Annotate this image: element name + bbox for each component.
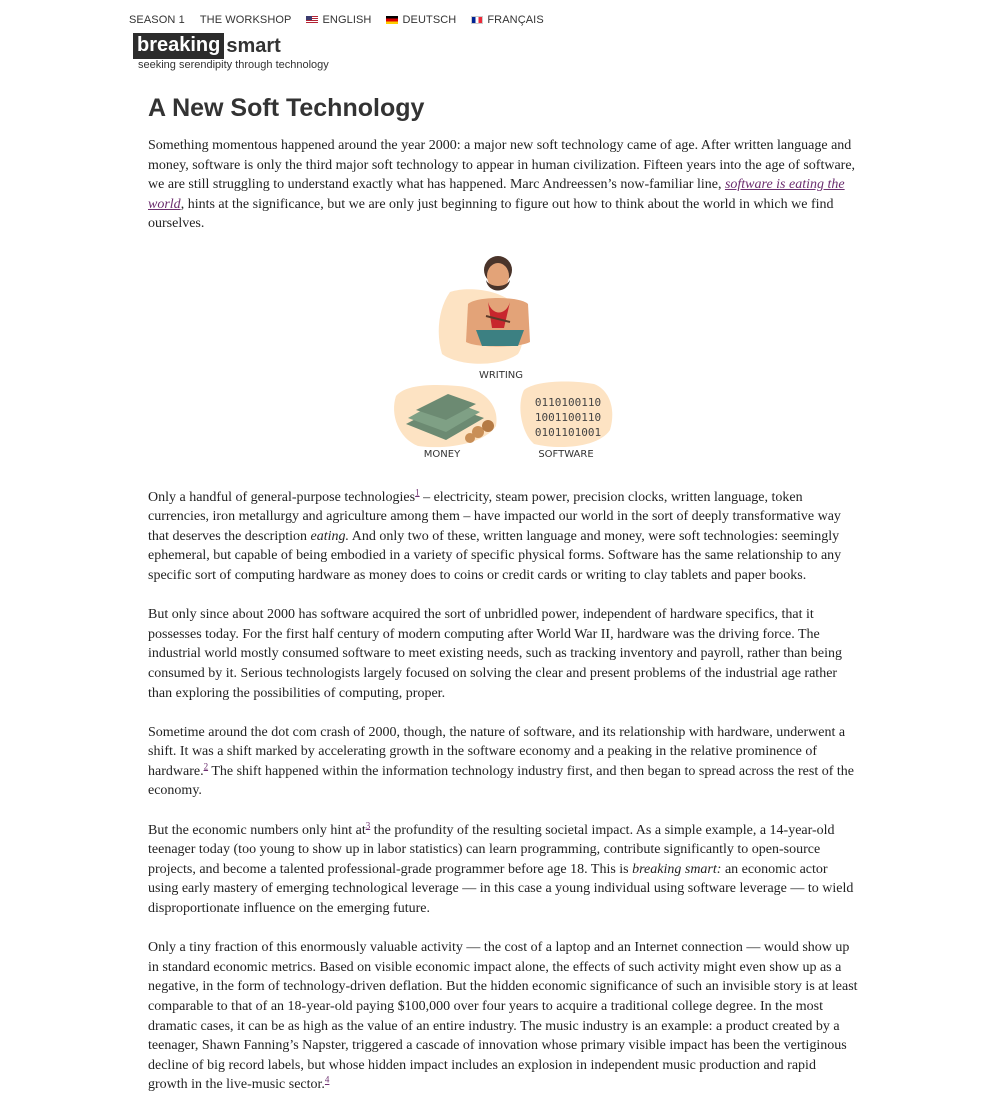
paragraph-5 <box>148 821 858 919</box>
software-figure <box>520 381 612 447</box>
writing-label: WRITING <box>478 369 524 381</box>
paragraph-4 <box>148 723 858 801</box>
de-flag-icon <box>386 16 398 24</box>
binary-row-2: 1001100110 <box>534 410 602 424</box>
nav-the-workshop-label: THE WORKSHOP <box>199 14 292 26</box>
us-flag-icon <box>306 16 318 24</box>
nav-the-workshop[interactable] <box>200 14 292 26</box>
paragraph-5-emphasis: breaking smart: <box>632 861 722 877</box>
nav-deutsch-label: DEUTSCH <box>402 14 457 26</box>
paragraph-1-text-b: , hints at the significance, but we are only just beginning to figure out how to think about the world in which we find ourselves. <box>148 196 834 232</box>
software-eating-world-link[interactable]: software is eating the world <box>148 177 845 212</box>
paragraph-4-text-a: Sometime around the dot com crash of 2000, though, the nature of software, and its relationship with hardware, underwent a shift. It was a shift marked by accelerating growth in the software economy and a peaking in the relative prominence of hardware. <box>148 724 846 779</box>
nav-season-1[interactable] <box>129 14 185 26</box>
footnote-4-link[interactable]: 4 <box>324 1074 330 1085</box>
logo-breaking: breaking <box>133 33 224 59</box>
paragraph-2 <box>148 488 858 586</box>
nav-english[interactable] <box>306 14 371 26</box>
paragraph-5-text-a: But the economic numbers only hint at <box>148 822 366 838</box>
page-title: A New Soft Technology <box>148 94 425 122</box>
footnote-2-link[interactable]: 2 <box>203 761 209 772</box>
paragraph-1-text-a: Something momentous happened around the year 2000: a major new soft technology came of age. After written language and money, software is only the third major soft technology to appear in human civilization. Fifteen years into the age of software, we are still struggling to understand exactly what has happened. Marc Andreessen’s now-familiar line, <box>148 138 856 193</box>
footnote-3-link[interactable]: 3 <box>365 820 371 830</box>
paragraph-6-text: Only a tiny fraction of this enormously valuable activity — the cost of a laptop and an Internet connection — would show up in standard economic metrics. Based on visible economic impact alone, the effects of such activity might even show up as a negative, in the form of technology-driven deflation. But the hidden economic significance of such an invisible story is at least comparable to that of an 18-year-old paying $100,000 over four years to acquire a traditional college degree. In the most dramatic cases, it can be as high as the value of an entire industry. The music industry is an example: a product created by a teenager, Shawn Fanning’s Napster, triggered a cascade of innovation whose primary visible impact has been the vertiginous decline of big record labels, but whose hidden impact includes an explosion in independent music production and rapid growth in the live-music sector. <box>148 940 858 1093</box>
money-figure <box>394 385 497 447</box>
site-tagline: seeking serendipity through technology <box>138 59 329 71</box>
site-logo[interactable] <box>133 33 281 59</box>
paragraph-2-text-b: – electricity, steam power, precision clocks, written language, token currencies, iron metallurgy and agriculture among them – have impacted our world in the sort of deeply transformative way that deserves the description <box>148 489 841 544</box>
nav-season-1-label: SEASON 1 <box>129 14 185 26</box>
paragraph-2-emphasis: eating. <box>310 528 350 544</box>
paragraph-2-text-a: Only a handful of general-purpose technologies <box>148 489 416 505</box>
paragraph-1 <box>148 136 858 234</box>
soft-technologies-illustration <box>388 254 618 466</box>
paragraph-5-text-b: the profundity of the resulting societal impact. As a simple example, a 14-year-old teenager today (too young to show up in labor statistics) can learn programming, contribute significantly to open-source projects, and become a talented professional-grade programmer before age 18. This is <box>148 822 835 877</box>
nav-francais[interactable] <box>471 14 543 26</box>
paragraph-6 <box>148 938 858 1095</box>
paragraph-4-text-b: The shift happened within the information technology industry first, and then began to spread across the rest of the economy. <box>148 763 854 799</box>
paragraph-2-text-c: And only two of these, written language and money, were soft technologies: seemingly ephemeral, but capable of being embodied in a variety of specific physical forms. Software has the same relationship to any specific sort of computing hardware as money does to coins or credit cards or writing to clay tablets and paper books. <box>148 528 842 583</box>
article-content <box>148 94 858 1115</box>
binary-row-3: 0101101001 <box>534 425 602 439</box>
money-label: MONEY <box>423 448 461 460</box>
writing-figure <box>439 256 530 364</box>
nav-francais-label: FRANÇAIS <box>487 14 544 26</box>
top-nav <box>129 14 559 26</box>
paragraph-5-text-c: an economic actor using early mastery of emerging technological leverage — in this case a young individual using software leverage — to wield disproportionate influence on the emerging future. <box>148 861 854 917</box>
binary-row-1: 0110100110 <box>534 395 602 409</box>
nav-english-label: ENGLISH <box>322 14 372 26</box>
paragraph-3: But only since about 2000 has software acquired the sort of unbridled power, independent of hardware specifics, that it possesses today. For the first half century of modern computing after World War II, hardware was the driving force. The industrial world mostly consumed software to meet existing needs, such as tracking inventory and payroll, rather than being consumed by it. Serious technologists largely focused on solving the clear and present problems of the industrial age rather than exploring the possibilities of computing, proper. <box>148 607 842 701</box>
logo-smart: smart <box>226 35 281 57</box>
nav-deutsch[interactable] <box>386 14 456 26</box>
fr-flag-icon <box>471 16 483 24</box>
footnote-1-link[interactable]: 1 <box>415 486 420 497</box>
software-label: SOFTWARE <box>538 448 594 460</box>
